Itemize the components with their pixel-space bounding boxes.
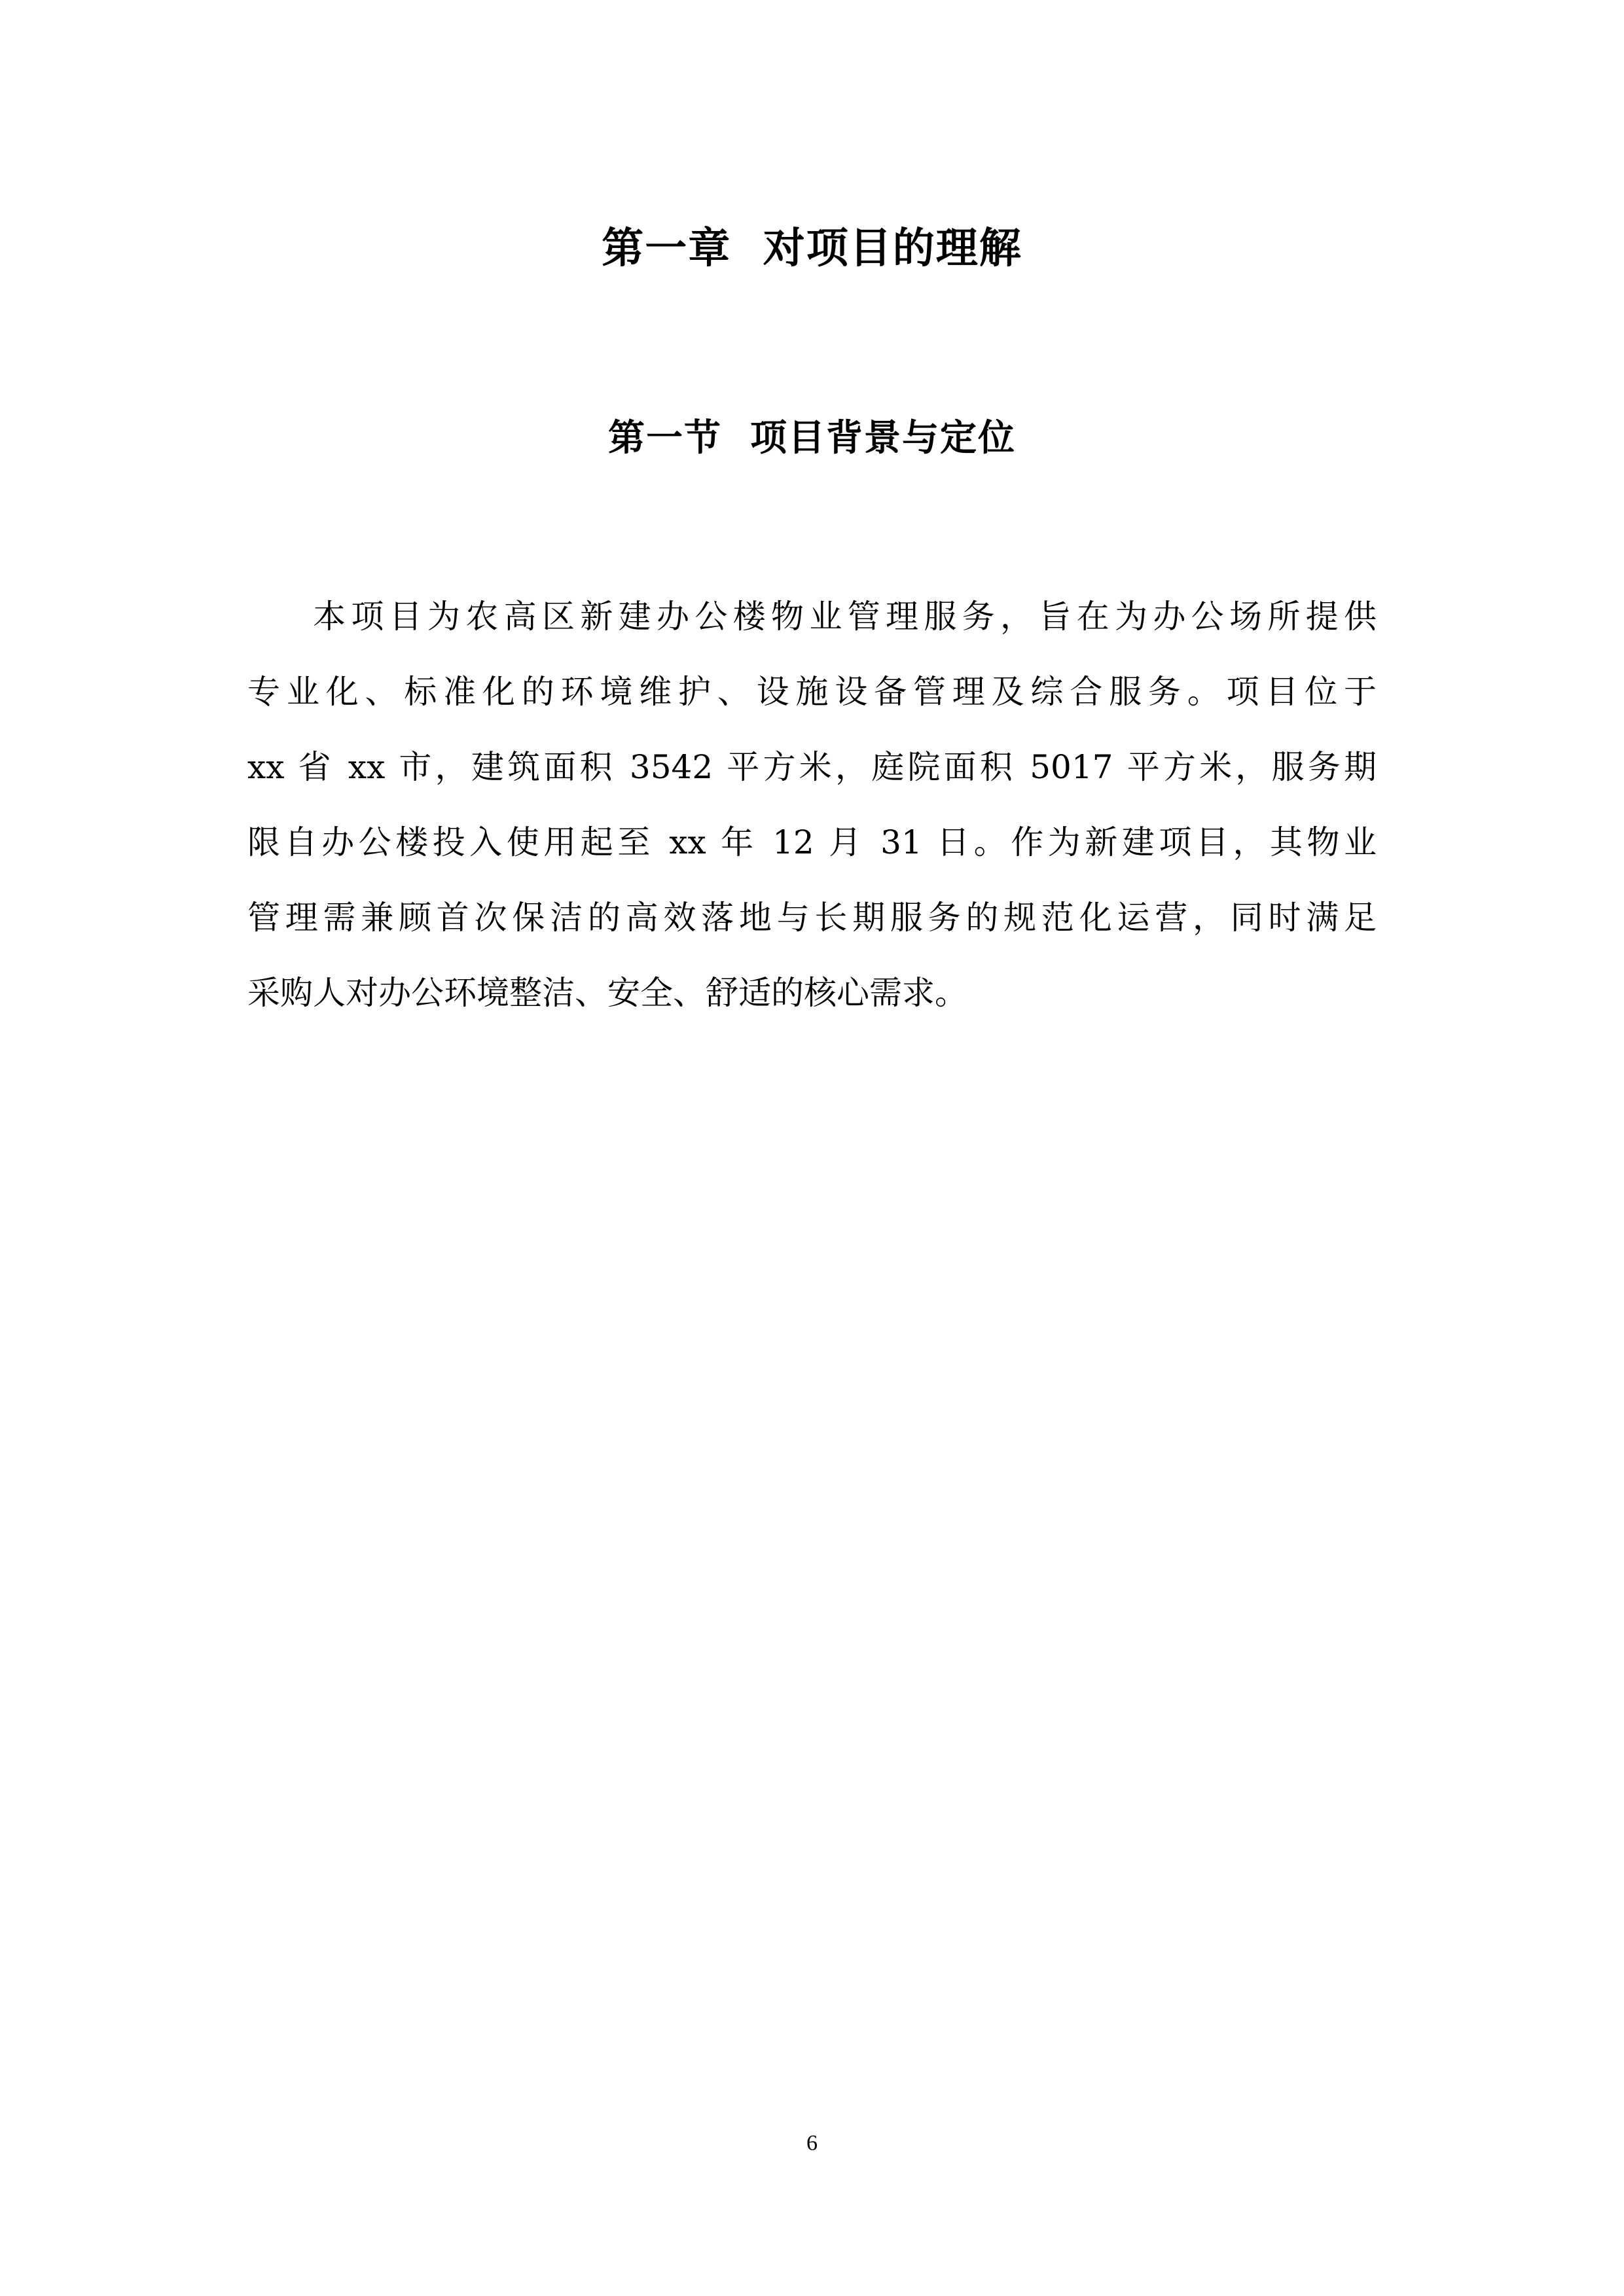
body-paragraph [247, 579, 1377, 1031]
paragraph-line: 管理需兼顾首次保洁的高效落地与长期服务的规范化运营，同时满足 [247, 899, 1377, 937]
paragraph-line: 本项目为农高区新建办公楼物业管理服务，旨在为办公场所提供 [313, 598, 1377, 636]
section-title: 第一节 项目背景与定位 [608, 417, 1016, 459]
paragraph-line: 采购人对办公环境整洁、安全、舒适的核心需求。 [247, 974, 967, 1012]
paragraph-line: 限自办公楼投入使用起至 xx 年 12 月 31 日。作为新建项目，其物业 [247, 823, 1377, 861]
paragraph-line: xx 省 xx 市，建筑面积 3542 平方米，庭院面积 5017 平方米，服务期 [247, 748, 1377, 786]
page-number: 6 [806, 2131, 818, 2155]
chapter-title: 第一章 对项目的理解 [602, 224, 1022, 273]
paragraph-line: 专业化、标准化的环境维护、设施设备管理及综合服务。项目位于 [247, 673, 1377, 711]
